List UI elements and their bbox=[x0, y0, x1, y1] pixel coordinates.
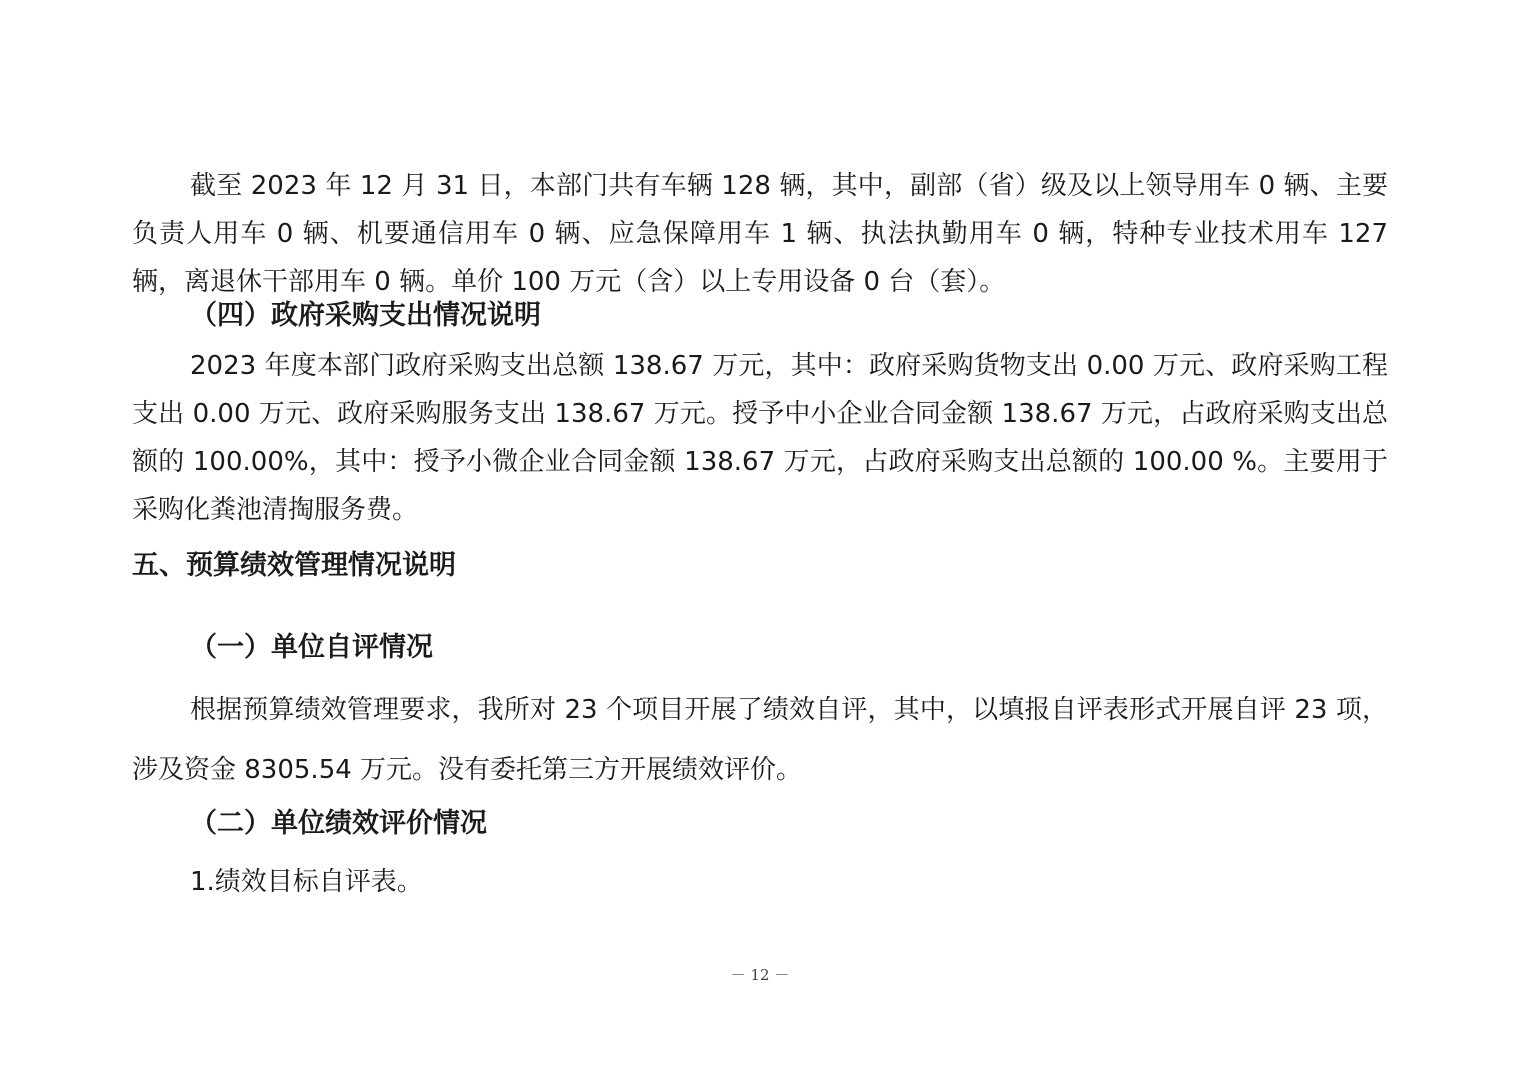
page-number: － 12 － bbox=[730, 966, 790, 984]
unit-eval-heading: （二）单位绩效评价情况 bbox=[190, 808, 487, 839]
procurement-paragraph: 2023 年度本部门政府采购支出总额 138.67 万元，其中：政府采购货物支出 0.00 万元、政府采购工程支出 0.00 万元、政府采购服务支出 138.67 万元。授予中小企业合同金额 138.67 万元，占政府采购支出总额的 100.00%，其中：授予小微企业合同金额 138.67 万元，占政府采购支出总额的 100.00 %。主要用于采购化粪池清掏服务费。 bbox=[132, 351, 1388, 525]
vehicles-paragraph: 截至 2023 年 12 月 31 日，本部门共有车辆 128 辆，其中，副部（省）级及以上领导用车 0 辆、主要负责人用车 0 辆、机要通信用车 0 辆、应急保障用车 1 辆、执法执勤用车 0 辆，特种专业技术用车 127 辆，离退休干部用车 0 辆。单价 100 万元（含）以上专用设备 0 台（套）。 bbox=[132, 171, 1388, 297]
performance-section-heading: 五、预算绩效管理情况说明 bbox=[132, 550, 456, 581]
table-item: 1.绩效目标自评表。 bbox=[190, 867, 423, 897]
self-eval-heading: （一）单位自评情况 bbox=[190, 632, 433, 663]
self-eval-paragraph: 根据预算绩效管理要求，我所对 23 个项目开展了绩效自评，其中，以填报自评表形式开展自评 23 项，涉及资金 8305.54 万元。没有委托第三方开展绩效评价。 bbox=[132, 695, 1388, 785]
procurement-heading: （四）政府采购支出情况说明 bbox=[190, 300, 541, 331]
